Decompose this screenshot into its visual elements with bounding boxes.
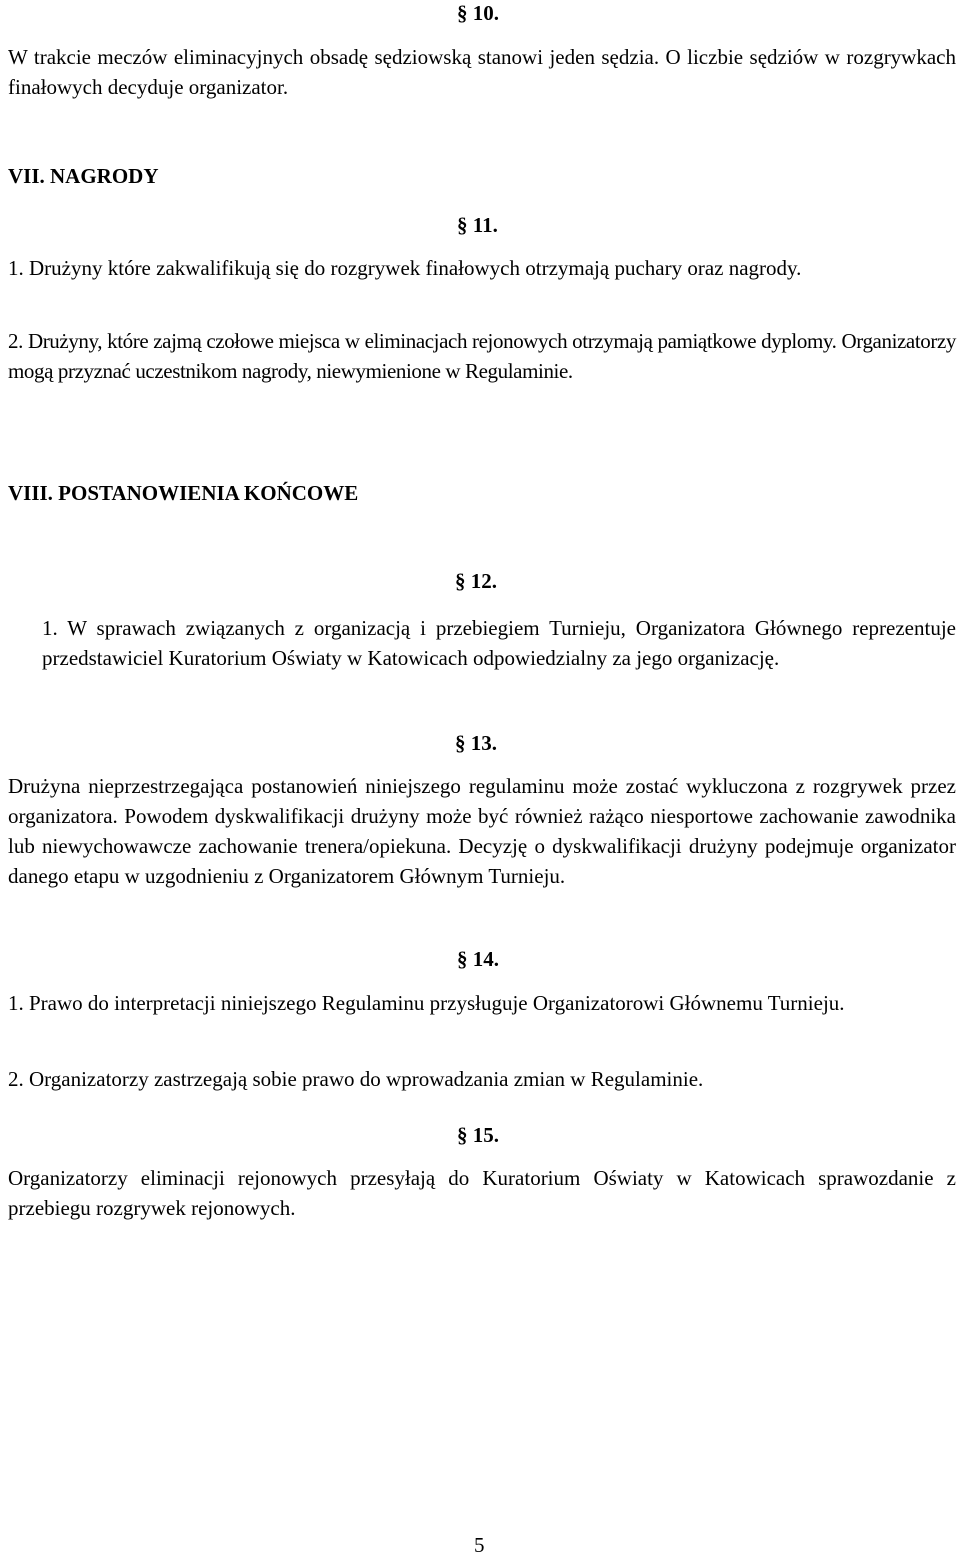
section-12-label: § 12. — [455, 569, 497, 593]
section-14-label: § 14. — [457, 947, 499, 971]
section-14-paragraph-2: 2. Organizatorzy zastrzegają sobie prawo do wprowadzania zmian w Regulaminie. — [8, 1067, 704, 1091]
section-13-paragraph: Drużyna nieprzestrzegająca postanowień niniejszego regulaminu może zostać wykluczona z rozgrywek przez organizatora. Powodem dyskwalifikacji drużyny może być również rażąco niesportowe zachowanie zawodnika lub niewychowawcze zachowanie trenera/opiekuna. Decyzję o dyskwalifikacji drużyny podejmuje organizator danego etapu w uzgodnieniu z Organizatorem Głównym Turnieju. — [8, 774, 956, 888]
section-10-label: § 10. — [457, 1, 499, 25]
page-number: 5 — [474, 1533, 485, 1557]
section-15-label: § 15. — [457, 1123, 499, 1147]
section-13-label: § 13. — [455, 731, 497, 755]
section-12-paragraph: 1. W sprawach związanych z organizacją i przebiegiem Turnieju, Organizatora Głównego reprezentuje przedstawiciel Kuratorium Oświaty w Katowicach odpowiedzialny za jego organizację. — [42, 616, 956, 670]
section-11-paragraph-1: 1. Drużyny które zakwalifikują się do rozgrywek finałowych otrzymają puchary oraz nagrody. — [8, 256, 802, 280]
section-11-paragraph-2: 2. Drużyny, które zajmą czołowe miejsca w eliminacjach rejonowych otrzymają pamiątkowe dyplomy. Organizatorzy mogą przyznać uczestnikom nagrody, niewymienione w Regulaminie. — [8, 329, 956, 383]
section-10-paragraph: W trakcie meczów eliminacyjnych obsadę sędziowską stanowi jeden sędzia. O liczbie sędziów w rozgrywkach finałowych decyduje organizator. — [8, 45, 956, 99]
section-15-paragraph: Organizatorzy eliminacji rejonowych przesyłają do Kuratorium Oświaty w Katowicach sprawozdanie z przebiegu rozgrywek rejonowych. — [8, 1166, 956, 1220]
chapter-heading-postanowienia-koncowe: VIII. POSTANOWIENIA KOŃCOWE — [8, 481, 359, 505]
section-11-label: § 11. — [457, 213, 498, 237]
section-14-paragraph-1: 1. Prawo do interpretacji niniejszego Regulaminu przysługuje Organizatorowi Głównemu Turnieju. — [8, 991, 845, 1015]
chapter-heading-nagrody: VII. NAGRODY — [8, 164, 159, 188]
